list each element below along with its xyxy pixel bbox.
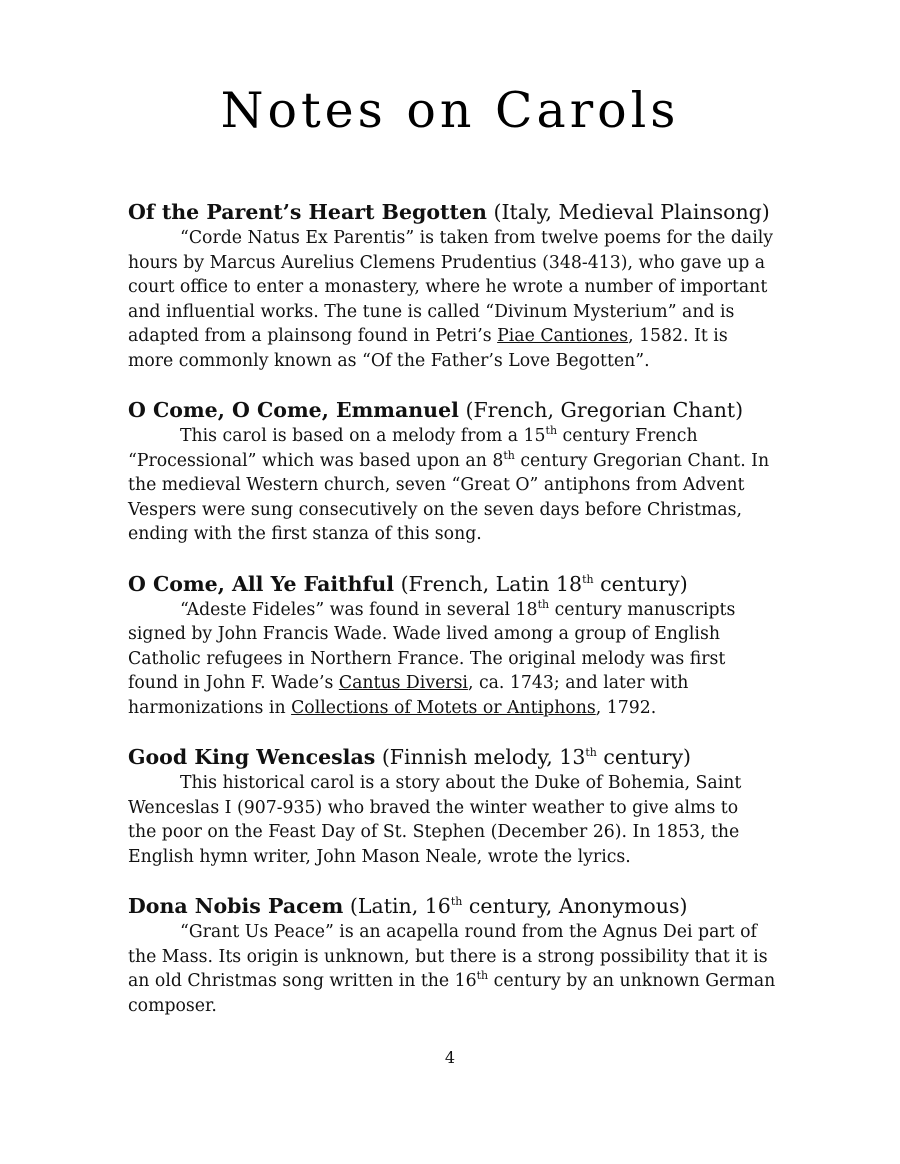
superscript: th	[582, 572, 594, 586]
text-segment: found in John F. Wade’s	[128, 673, 339, 693]
text-segment: century by an unknown German	[488, 971, 776, 991]
text-line	[128, 969, 788, 994]
text-line: “Corde Natus Ex Parentis” is taken from twelve poems for the daily	[180, 228, 774, 248]
superscript: th	[476, 969, 489, 983]
text-segment: century Gregorian Chant. In	[514, 450, 770, 471]
text-segment: century French	[557, 426, 698, 446]
text-segment: century manuscripts	[549, 599, 736, 620]
superscript: th	[585, 746, 597, 760]
carol-title: O Come, All Ye Faithful	[128, 571, 395, 596]
text-segment: “Processional” which was based upon an 8	[128, 450, 504, 471]
carol-heading	[128, 396, 788, 424]
text-segment: , 1582. It is	[628, 326, 728, 346]
carol-heading	[128, 198, 788, 226]
text-line: more commonly known as “Of the Father’s Love Begotten”.	[128, 350, 650, 371]
text-segment: century)	[593, 571, 688, 596]
carol-origin	[382, 745, 691, 769]
text-segment: “Adeste Fideles” was found in several 18	[180, 599, 538, 620]
superscript: th	[450, 895, 463, 909]
carol-title: Good King Wenceslas	[128, 745, 376, 769]
text-segment: (French, Latin 18	[400, 571, 583, 596]
text-segment: an old Christmas song written in the 16	[128, 971, 477, 991]
text-segment: (Latin, 16	[349, 894, 451, 918]
carol-entry-o-come-emmanuel	[128, 396, 788, 547]
text-line: signed by John Francis Wade. Wade lived among a group of English	[128, 624, 720, 644]
page-title: Notes on Carols	[220, 82, 680, 139]
text-line: ending with the first stanza of this song.	[128, 524, 482, 544]
text-segment: adapted from a plainsong found in Petri’s	[128, 326, 498, 346]
carol-entry-of-the-parents-heart	[128, 198, 788, 373]
text-line: the medieval Western church, seven “Great O” antiphons from Advent	[128, 475, 745, 495]
text-line: the Mass. Its origin is unknown, but there is a strong possibility that it is	[128, 946, 768, 967]
text-line: composer.	[128, 995, 217, 1016]
text-line	[128, 449, 788, 474]
text-segment: This carol is based on a melody from a 15	[180, 426, 546, 446]
text-line: and influential works. The tune is called “Divinum Mysterium” and is	[128, 301, 735, 322]
text-line: “Grant Us Peace” is an acapella round from the Agnus Dei part of	[180, 922, 757, 942]
carol-description	[128, 424, 788, 547]
carol-origin: (French, Gregorian Chant)	[465, 398, 744, 422]
carol-description	[128, 920, 788, 1018]
carol-origin	[350, 894, 688, 918]
superscript: th	[545, 424, 558, 438]
carol-title: Of the Parent’s Heart Begotten	[128, 200, 487, 224]
page-number: 4	[444, 1048, 456, 1067]
text-line: Catholic refugees in Northern France. The original melody was first	[128, 648, 726, 669]
underlined-title-piae-cantiones: Piae Cantiones	[497, 326, 629, 346]
carol-description	[128, 598, 788, 721]
text-segment: century, Anonymous)	[462, 894, 688, 918]
text-segment: harmonizations in	[128, 697, 292, 718]
carol-origin: (Italy, Medieval Plainsong)	[493, 200, 770, 224]
text-segment: century)	[596, 745, 692, 769]
text-line	[128, 671, 788, 696]
carol-description	[128, 226, 788, 373]
carol-entry-good-king-wenceslas	[128, 743, 788, 869]
text-segment: , 1792.	[595, 697, 657, 718]
text-line: hours by Marcus Aurelius Clemens Prudentius (348-413), who gave up a	[128, 252, 766, 273]
text-line: Wenceslas I (907-935) who braved the winter weather to give alms to	[128, 797, 739, 818]
text-line: the poor on the Feast Day of St. Stephen (December 26). In 1853, the	[128, 822, 740, 842]
text-segment: , ca. 1743; and later with	[467, 673, 689, 693]
carol-heading	[128, 743, 788, 771]
superscript: th	[537, 597, 550, 611]
carol-heading	[128, 892, 788, 920]
carol-entry-dona-nobis-pacem	[128, 892, 788, 1018]
underlined-title-cantus-diversi: Cantus Diversi	[338, 673, 468, 693]
carol-entry-o-come-all-ye-faithful	[128, 570, 788, 721]
carol-heading	[128, 570, 788, 598]
text-line: This historical carol is a story about the Duke of Bohemia, Saint	[180, 773, 742, 793]
text-line	[128, 324, 788, 349]
carol-title: Dona Nobis Pacem	[128, 894, 344, 918]
superscript: th	[503, 448, 515, 462]
text-line	[128, 598, 788, 623]
carol-notes	[128, 198, 788, 1041]
text-line	[128, 696, 788, 721]
carol-description	[128, 771, 788, 869]
text-segment: (Finnish melody, 13	[381, 745, 586, 769]
text-line: court office to enter a monastery, where he wrote a number of important	[128, 277, 768, 297]
carol-origin	[401, 572, 688, 596]
carol-title: O Come, O Come, Emmanuel	[128, 398, 459, 422]
text-line: Vespers were sung consecutively on the seven days before Christmas,	[128, 499, 743, 520]
text-line: English hymn writer, John Mason Neale, wrote the lyrics.	[128, 846, 631, 867]
underlined-title-collections-of-motets: Collections of Motets or Antiphons	[291, 697, 596, 718]
text-line	[128, 424, 788, 449]
